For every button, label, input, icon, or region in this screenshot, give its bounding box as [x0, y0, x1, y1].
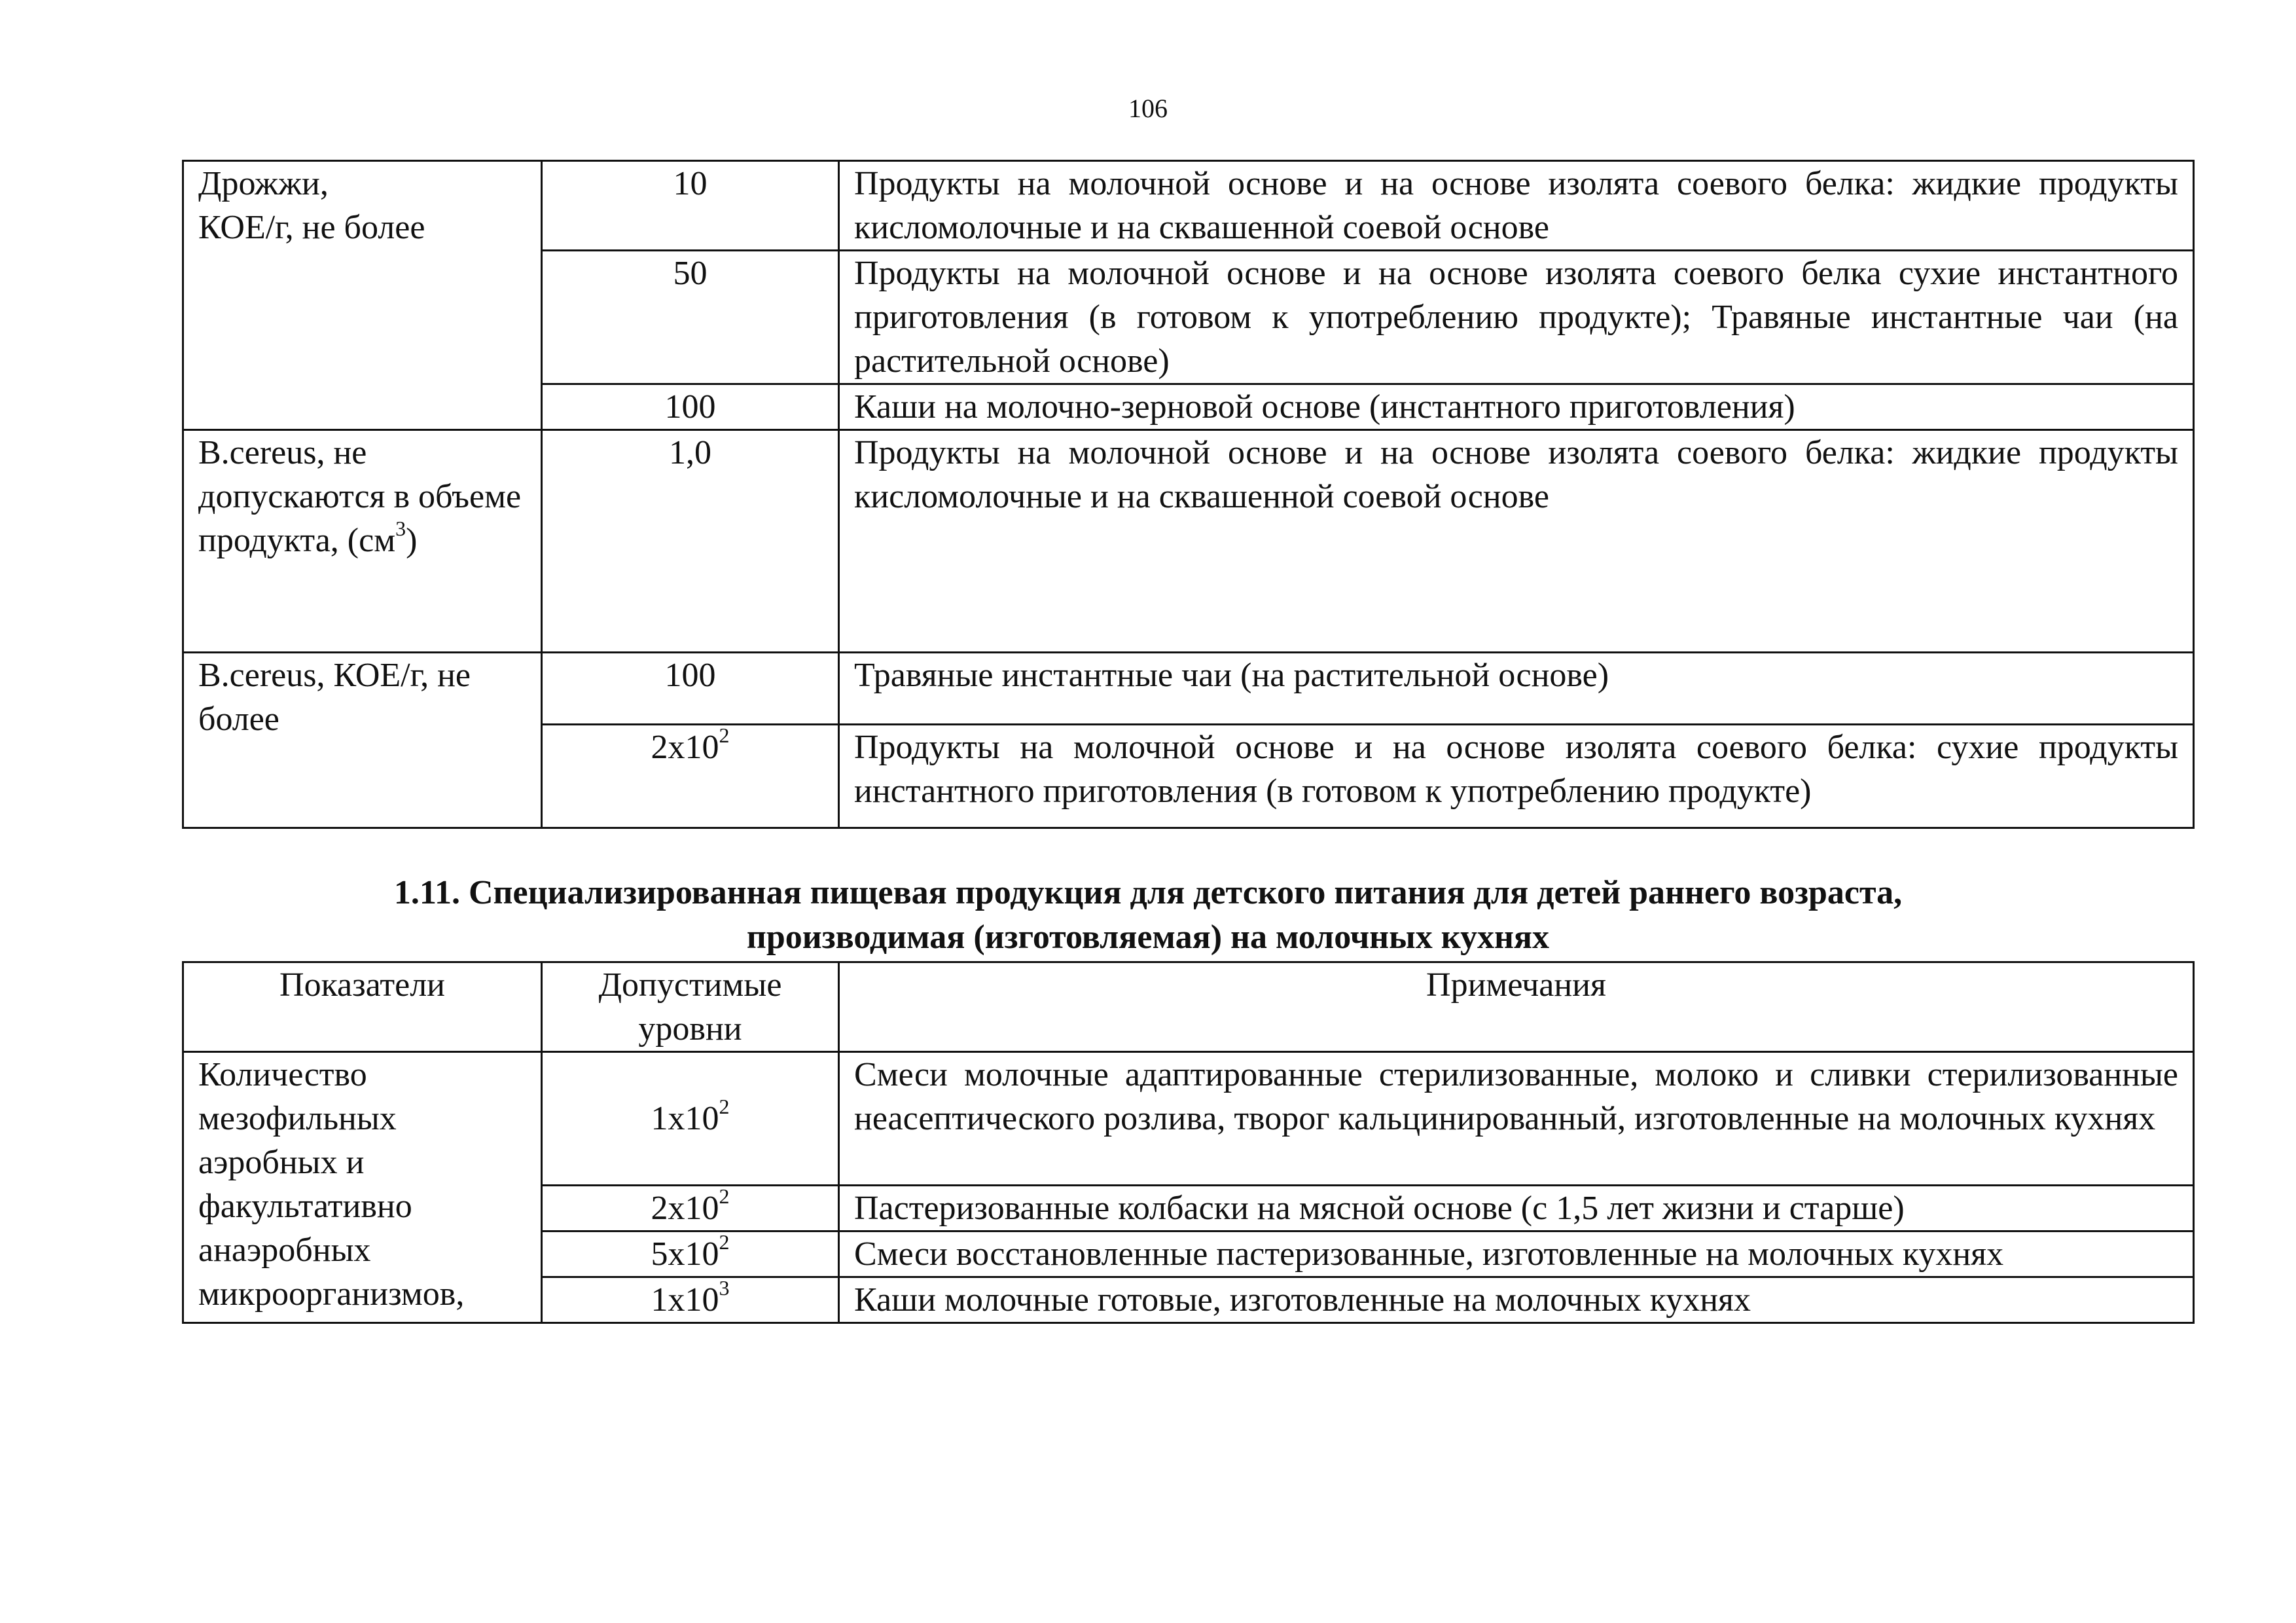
note-cell: Каши молочные готовые, изготовленные на молочных кухнях: [839, 1277, 2194, 1323]
superscript: 2: [719, 1230, 730, 1254]
table-row: [183, 430, 2194, 653]
level-cell: 50: [542, 251, 839, 384]
level-cell: [542, 1231, 839, 1277]
level-base: 2x10: [651, 729, 719, 766]
note-cell: Травяные инстантные чаи (на растительной основе): [839, 653, 2194, 725]
indicator-text: B.cereus, не допускаются в объеме продукта, (см: [198, 434, 522, 559]
note-cell: Пастеризованные колбаски на мясной основе (с 1,5 лет жизни и старше): [839, 1186, 2194, 1231]
table-row: [183, 161, 2194, 251]
indicator-text: Дрожжи,: [198, 165, 329, 202]
column-header-notes: Примечания: [839, 962, 2194, 1052]
section-title-line: производимая (изготовляемая) на молочных кухнях: [746, 919, 1550, 956]
level-base: 1x10: [651, 1281, 719, 1319]
microbiology-limits-table-continued: [182, 160, 2195, 829]
superscript: 3: [395, 516, 406, 540]
table-header-row: [183, 962, 2194, 1052]
superscript: 3: [719, 1275, 730, 1300]
indicator-text: КОЕ/г, не более: [198, 209, 425, 246]
note-cell: Продукты на молочной основе и на основе изолята соевого белка: жидкие продукты кисломолочные и на сквашенной соевой основе: [839, 161, 2194, 251]
section-title-line: 1.11. Специализированная пищевая продукция для детского питания для детей раннего возраста,: [393, 874, 1903, 911]
note-cell: Продукты на молочной основе и на основе изолята соевого белка сухие инстантного приготовления (в готовом к употреблению продукте); Травяные инстантные чаи (на растительной основе): [839, 251, 2194, 384]
superscript: 2: [719, 1094, 730, 1118]
level-cell: 100: [542, 384, 839, 430]
indicator-cell-yeast: [183, 161, 542, 430]
note-cell: Продукты на молочной основе и на основе изолята соевого белка: сухие продукты инстантного приготовления (в готовом к употреблению продукте): [839, 725, 2194, 828]
level-cell: 1,0: [542, 430, 839, 653]
table-row: [183, 1052, 2194, 1186]
note-cell: Продукты на молочной основе и на основе изолята соевого белка: жидкие продукты кисломолочные и на сквашенной соевой основе: [839, 430, 2194, 653]
superscript: 2: [719, 1184, 730, 1208]
indicator-text: ): [406, 522, 418, 559]
table-row: [183, 653, 2194, 725]
column-header-indicators: Показатели: [183, 962, 542, 1052]
indicator-cell-mafanm: Количество мезофильных аэробных и факультативно анаэробных микроорганизмов,: [183, 1052, 542, 1323]
level-cell: [542, 1186, 839, 1231]
indicator-cell-bcereus-volume: [183, 430, 542, 653]
level-cell: [542, 725, 839, 828]
note-cell: Смеси восстановленные пастеризованные, изготовленные на молочных кухнях: [839, 1231, 2194, 1277]
note-cell: Каши на молочно-зерновой основе (инстантного приготовления): [839, 384, 2194, 430]
level-base: 1x10: [651, 1100, 719, 1137]
level-base: 2x10: [651, 1190, 719, 1227]
level-cell: [542, 1277, 839, 1323]
level-cell: 100: [542, 653, 839, 725]
level-base: 5x10: [651, 1235, 719, 1273]
superscript: 2: [719, 723, 730, 747]
column-header-levels: Допустимые уровни: [542, 962, 839, 1052]
level-cell: 10: [542, 161, 839, 251]
level-cell: [542, 1052, 839, 1186]
indicator-cell-bcereus-cfu: B.cereus, КОЕ/г, не более: [183, 653, 542, 828]
section-title: [0, 871, 2296, 960]
page-number: 106: [1128, 94, 1168, 123]
microbiology-limits-table-dairy-kitchens: [182, 961, 2195, 1324]
note-cell: Смеси молочные адаптированные стерилизованные, молоко и сливки стерилизованные неасептического розлива, творог кальцинированный, изготовленные на молочных кухнях: [839, 1052, 2194, 1186]
